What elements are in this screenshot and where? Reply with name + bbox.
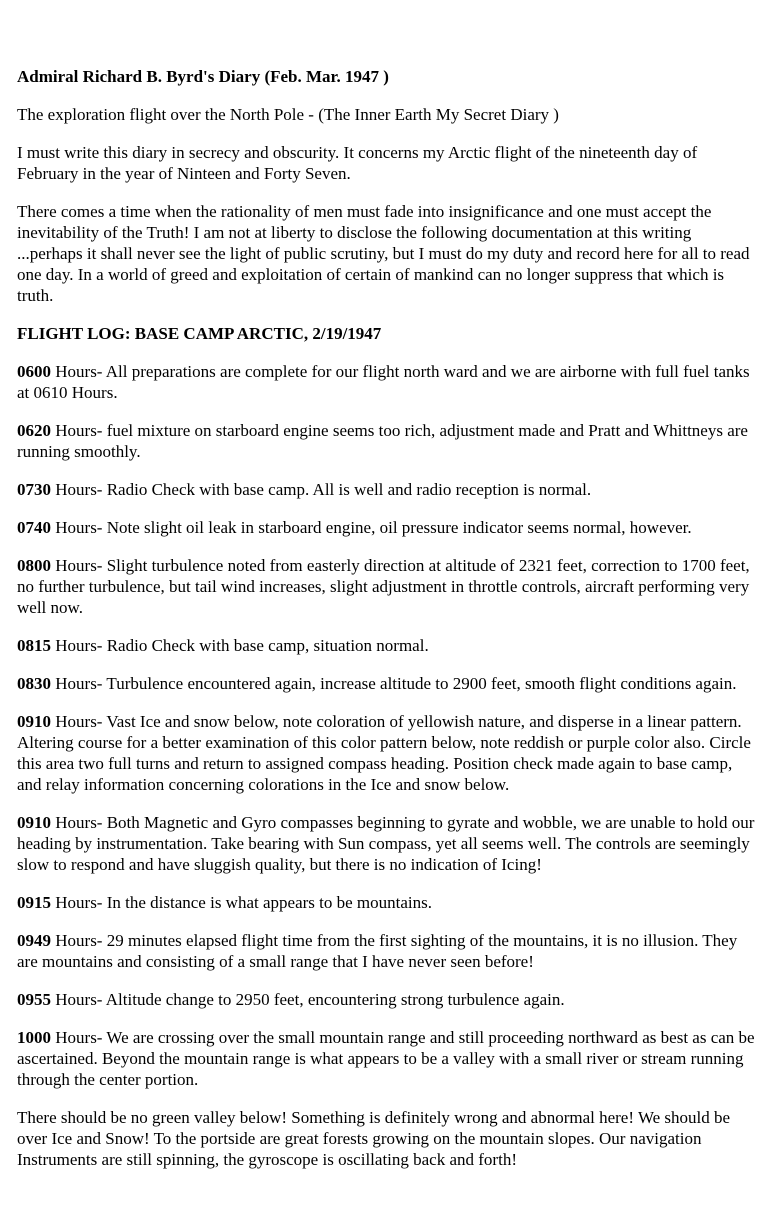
log-entry xyxy=(17,635,755,656)
log-entry xyxy=(17,517,755,538)
flight-log-heading: FLIGHT LOG: BASE CAMP ARCTIC, 2/19/1947 xyxy=(17,324,382,343)
log-entry-text: Hours- Both Magnetic and Gyro compasses beginning to gyrate and wobble, we are unable to hold our heading by instrumentation. Take bearing with Sun compass, yet all seems well. The controls are seemingly slow to respond and have sluggish quality, but there is no indication of Icing! xyxy=(17,813,755,874)
log-entry-time: 0955 xyxy=(17,990,51,1009)
log-entry xyxy=(17,812,755,875)
log-entry xyxy=(17,555,755,618)
log-entry xyxy=(17,930,755,972)
log-entry-text: Hours- Note slight oil leak in starboard engine, oil pressure indicator seems normal, however. xyxy=(51,518,692,537)
log-entry-time: 0730 xyxy=(17,480,51,499)
log-entry xyxy=(17,989,755,1010)
log-entry-time: 0800 xyxy=(17,556,51,575)
log-entry-time: 0830 xyxy=(17,674,51,693)
log-entry-text: Hours- Vast Ice and snow below, note coloration of yellowish nature, and disperse in a linear pattern. Altering course for a better examination of this color pattern below, note reddish or purple color also. Circle this area two full turns and return to assigned compass heading. Position check made again to base camp, and relay information concerning colorations in the Ice and snow below. xyxy=(17,712,751,794)
log-entry-text: Hours- Radio Check with base camp. All is well and radio reception is normal. xyxy=(51,480,592,499)
log-entry-text: Hours- 29 minutes elapsed flight time from the first sighting of the mountains, it is no illusion. They are mountains and consisting of a small range that I have never seen before! xyxy=(17,931,738,971)
log-entry xyxy=(17,711,755,795)
intro-paragraph-2: There comes a time when the rationality of men must fade into insignificance and one must accept the inevitability of the Truth! I am not at liberty to disclose the following documentation at this writing ...perhaps it shall never see the light of public scrutiny, but I must do my duty and record here for all to read one day. In a world of greed and exploitation of certain of mankind can no longer suppress that which is truth. xyxy=(17,202,750,305)
log-entry-time: 0910 xyxy=(17,712,51,731)
log-entry-time: 0949 xyxy=(17,931,51,950)
log-entry-text: Hours- Altitude change to 2950 feet, encountering strong turbulence again. xyxy=(51,990,565,1009)
log-entry xyxy=(17,1027,755,1090)
log-entry-text: Hours- Slight turbulence noted from easterly direction at altitude of 2321 feet, correction to 1700 feet, no further turbulence, but tail wind increases, slight adjustment in throttle controls, aircraft performing very well now. xyxy=(17,556,750,617)
log-entry-text: Hours- Radio Check with base camp, situation normal. xyxy=(51,636,429,655)
intro-paragraph-1: I must write this diary in secrecy and obscurity. It concerns my Arctic flight of the nineteenth day of February in the year of Ninteen and Forty Seven. xyxy=(17,143,698,183)
log-entry xyxy=(17,420,755,462)
log-entry xyxy=(17,479,755,500)
log-entry-text: Hours- All preparations are complete for our flight north ward and we are airborne with full fuel tanks at 0610 Hours. xyxy=(17,362,750,402)
log-entry xyxy=(17,673,755,694)
closing-paragraph: There should be no green valley below! Something is definitely wrong and abnormal here! We should be over Ice and Snow! To the portside are great forests growing on the mountain slopes. Our navigation Instruments are still spinning, the gyroscope is oscillating back and forth! xyxy=(17,1108,731,1169)
log-entry-time: 0740 xyxy=(17,518,51,537)
document-subtitle: The exploration flight over the North Pole - (The Inner Earth My Secret Diary ) xyxy=(17,105,559,124)
log-entry-time: 0915 xyxy=(17,893,51,912)
log-entry-text: Hours- We are crossing over the small mountain range and still proceeding northward as best as can be ascertained. Beyond the mountain range is what appears to be a valley with a small river or stream running through the center portion. xyxy=(17,1028,755,1089)
log-entry xyxy=(17,892,755,913)
log-entry-time: 0600 xyxy=(17,362,51,381)
log-entry-time: 0815 xyxy=(17,636,51,655)
log-entry-text: Hours- fuel mixture on starboard engine seems too rich, adjustment made and Pratt and Whittneys are running smoothly. xyxy=(17,421,748,461)
document-title: Admiral Richard B. Byrd's Diary (Feb. Mar. 1947 ) xyxy=(17,67,389,86)
log-entry-time: 1000 xyxy=(17,1028,51,1047)
log-entry-time: 0910 xyxy=(17,813,51,832)
log-entry xyxy=(17,361,755,403)
log-entry-time: 0620 xyxy=(17,421,51,440)
log-entry-text: Hours- Turbulence encountered again, increase altitude to 2900 feet, smooth flight conditions again. xyxy=(51,674,737,693)
log-entry-text: Hours- In the distance is what appears to be mountains. xyxy=(51,893,432,912)
